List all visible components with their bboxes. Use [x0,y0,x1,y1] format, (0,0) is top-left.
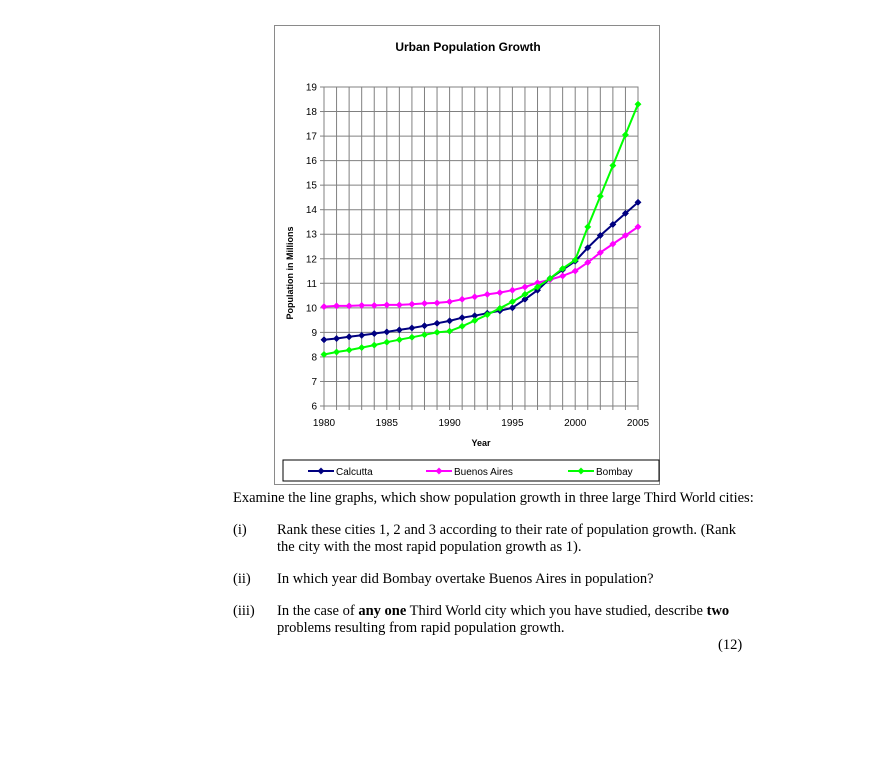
data-point-bombay [472,317,478,323]
y-tick-label: 14 [305,205,317,217]
question-text-3 [277,603,732,637]
marks-label: (12) [718,637,743,653]
data-point-calcutta [321,337,327,343]
chart-title: Urban Population Growth [395,40,541,54]
series-bombay [321,101,641,358]
data-point-calcutta [358,332,364,338]
data-point-buenos-aires [409,301,415,307]
data-point-buenos-aires [559,273,565,279]
series-group [321,101,641,358]
y-tick-label: 16 [305,156,317,168]
y-tick-label: 17 [305,131,317,143]
data-point-buenos-aires [434,300,440,306]
question-3-bold-any-one: any one [358,603,407,619]
series-line-bombay [324,104,638,354]
data-point-bombay [434,329,440,335]
data-point-buenos-aires [472,294,478,300]
data-point-buenos-aires [384,302,390,308]
legend-label-buenos-aires: Buenos Aires [454,467,513,478]
data-point-buenos-aires [321,303,327,309]
y-tick-label: 15 [305,180,317,192]
data-point-calcutta [459,314,465,320]
question-3-part-c: problems resulting from rapid population growth. [277,620,565,636]
question-3-part-a: In the case of [277,603,359,619]
y-tick-label: 12 [305,254,317,266]
x-tick-label: 2000 [564,418,587,429]
data-point-bombay [622,132,628,138]
data-point-bombay [409,334,415,340]
legend-label-bombay: Bombay [596,467,633,478]
x-axis-label: Year [471,438,491,448]
legend-label-calcutta: Calcutta [336,467,373,478]
data-point-calcutta [421,323,427,329]
y-tick-label: 11 [306,278,317,290]
y-tick-label: 9 [311,327,317,339]
x-tick-label: 1980 [312,418,336,429]
data-point-bombay [597,193,603,199]
data-point-calcutta [371,330,377,336]
data-point-calcutta [446,318,452,324]
line-chart [275,26,661,486]
data-point-bombay [333,349,339,355]
y-tick-label: 8 [311,352,317,364]
data-point-buenos-aires [459,296,465,302]
plot-area-border [324,87,638,406]
y-tick-label: 7 [311,376,317,388]
y-tick-label: 18 [305,107,317,119]
series-line-calcutta [324,202,638,339]
data-point-calcutta [409,325,415,331]
x-tick-label: 1995 [501,418,524,429]
data-point-calcutta [333,335,339,341]
y-axis-label: Population in Millions [285,226,295,320]
data-point-buenos-aires [421,300,427,306]
data-point-buenos-aires [396,302,402,308]
x-tick-label: 2005 [626,418,650,429]
data-point-bombay [446,328,452,334]
question-number-1: (i) [233,522,247,538]
question-text-1: Rank these cities 1, 2 and 3 according to their rate of population growth. (Rank the city with the most rapid population growth as 1). [277,522,737,555]
question-number-2: (ii) [233,571,251,587]
y-tick-label: 10 [305,303,317,315]
data-point-buenos-aires [522,284,528,290]
data-point-bombay [346,347,352,353]
series-buenos-aires [321,224,641,310]
x-tick-label: 1990 [438,418,461,429]
data-point-buenos-aires [497,289,503,295]
data-point-bombay [358,344,364,350]
data-point-bombay [459,323,465,329]
x-tick-label: 1985 [375,418,398,429]
grid-lines [324,87,638,406]
y-tick-label: 6 [311,401,317,413]
y-tick-label: 19 [305,82,317,94]
intro-text: Examine the line graphs, which show population growth in three large Third World cities: [233,490,754,506]
question-3-part-b: Third World city which you have studied, describe [406,603,707,619]
y-tick-label: 13 [305,229,317,241]
chart-panel [274,25,660,485]
axes [306,83,650,430]
data-point-calcutta [346,334,352,340]
data-point-bombay [384,339,390,345]
data-point-buenos-aires [509,287,515,293]
data-point-bombay [396,337,402,343]
data-point-calcutta [434,320,440,326]
data-point-buenos-aires [446,299,452,305]
data-point-bombay [585,224,591,230]
question-text-2: In which year did Bombay overtake Buenos Aires in population? [277,571,654,587]
data-point-bombay [371,342,377,348]
series-calcutta [321,199,641,343]
data-point-bombay [635,101,641,107]
data-point-calcutta [384,329,390,335]
question-number-3: (iii) [233,603,255,619]
series-line-buenos-aires [324,227,638,307]
question-3-bold-two: two [706,603,730,619]
data-point-bombay [610,162,616,168]
data-point-buenos-aires [484,291,490,297]
